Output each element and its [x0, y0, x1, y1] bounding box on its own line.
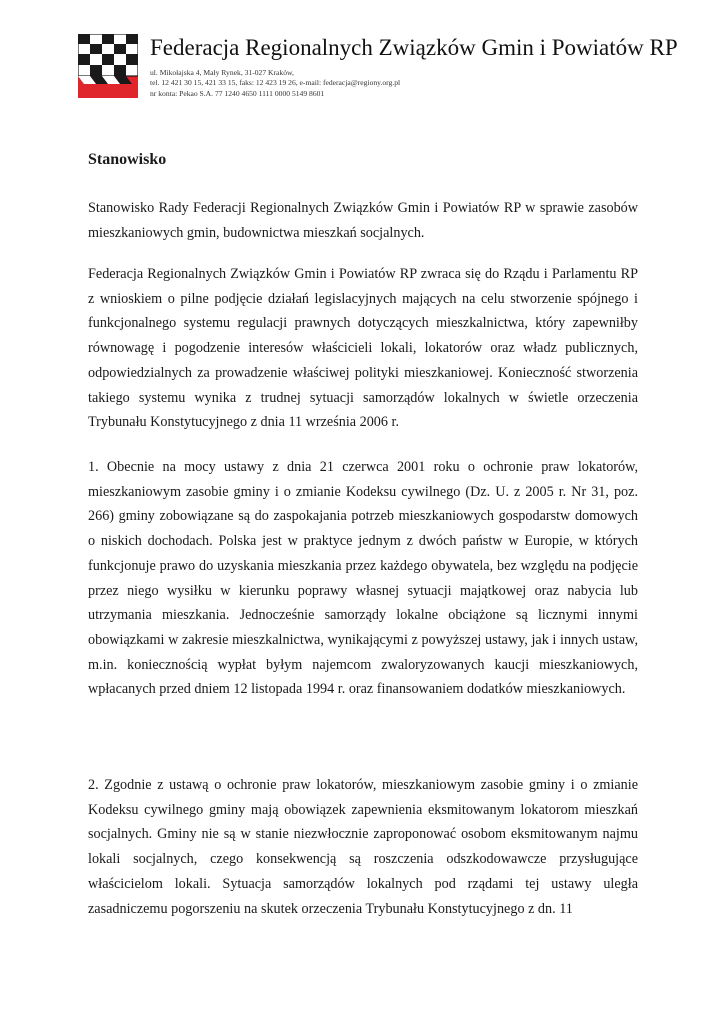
paragraph-main: Federacja Regionalnych Związków Gmin i Powiatów RP zwraca się do Rządu i Parlamentu RP z wnioskiem o pilne podjęcie działań legislacyjnych mających na celu stworzenie spójnego i funkcjonalnego systemu regulacji prawnych dotyczących mieszkalnictwa, który zapewniłby równowagę i pogodzenie interesów właścicieli lokali, lokatorów oraz władz publicznych, odpowiedzialnych za prowadzenie właściwej polityki mieszkaniowej. Konieczność stworzenia takiego systemu wynika z trudnej sytuacji samorządów lokalnych w świetle orzeczenia Trybunału Konstytucyjnego z dnia 11 września 2006 r.	[88, 266, 638, 431]
document-title: Stanowisko	[88, 151, 167, 168]
paragraph-point-2: 2. Zgodnie z ustawą o ochronie praw lokatorów, mieszkaniowym zasobie gminy i o zmianie Kodeksu cywilnego gminy mają obowiązek zapewnienia eksmitowanym lokatorom mieszkań socjalnych. Gminy nie są w stanie niezwłocznie zaproponować osobom eksmitowanym najmu lokali socjalnych, czego konsekwencją są roszczenia odszkodowawcze przysługujące właścicielom lokali. Sytuacja samorządów lokalnych pod rządami tej ustawy uległa zasadniczemu pogorszeniu na skutek orzeczenia Trybunału Konstytucyjnego z dn. 11	[88, 777, 638, 917]
paragraph-point-1: 1. Obecnie na mocy ustawy z dnia 21 czerwca 2001 roku o ochronie praw lokatorów, mieszkaniowym zasobie gminy i o zmianie Kodeksu cywilnego (Dz. U. z 2005 r. Nr 31, poz. 266) gminy zobowiązane są do zaspokajania potrzeb mieszkaniowych gospodarstw domowych o niskich dochodach. Polska jest w praktyce jednym z dwóch państw w Europie, w których funkcjonuje prawo do uzyskania mieszkania przez każdego obywatela, bez względu na podjęcie przez niego wysiłku w kierunku poprawy własnej sytuacji majątkowej oraz nabycia lub utrzymania mieszkania. Jednocześnie samorządy lokalne obciążone są licznymi innymi obowiązkami w zakresie mieszkalnictwa, wynikającymi z powyższej ustawy, jak i innych ustaw, m.in. koniecznością wypłat byłym najemcom zwaloryzowanych kaucji mieszkaniowych, wpłacanych przed dniem 12 listopada 1994 r. oraz finansowaniem dodatków mieszkaniowych.	[88, 459, 638, 698]
organization-bank-account: nr konta: Pekao S.A. 77 1240 4650 1111 0000 5149 8601	[150, 88, 325, 98]
organization-contact	[150, 68, 400, 99]
letterhead	[78, 34, 678, 104]
paragraph-intro: Stanowisko Rady Federacji Regionalnych Związków Gmin i Powiatów RP w sprawie zasobów mieszkaniowych gmin, budownictwa mieszkań socjalnych.	[88, 200, 638, 241]
organization-address: ul. Mikołajska 4, Mały Rynek, 31-027 Kraków,	[150, 68, 294, 77]
organization-phone-email: tel. 12 421 30 15, 421 33 15, faks: 12 423 19 26, e-mail: federacja@regiony.org.pl	[150, 78, 401, 88]
document-content	[88, 150, 638, 917]
organization-name: Federacja Regionalnych Związków Gmin i Powiatów RP	[150, 35, 678, 60]
federation-logo	[78, 34, 138, 98]
